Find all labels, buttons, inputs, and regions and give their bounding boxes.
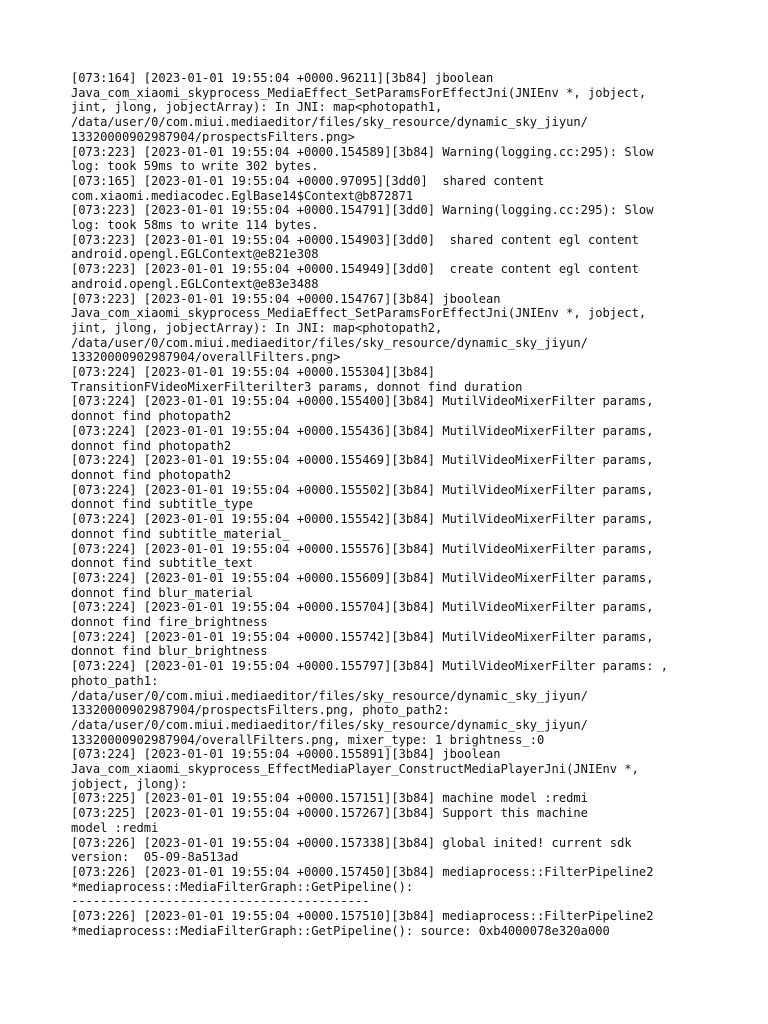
log-entry: [073:224] [2023-01-01 19:55:04 +0000.155400][3b84] MutilVideoMixerFilter params, donnot find photopath2 xyxy=(71,394,654,424)
log-entry: [073:226] [2023-01-01 19:55:04 +0000.157338][3b84] global inited! current sdk version: 05-09-8a513ad xyxy=(71,835,632,865)
log-entry: [073:224] [2023-01-01 19:55:04 +0000.155502][3b84] MutilVideoMixerFilter params, donnot find subtitle_type xyxy=(71,482,654,512)
log-entry: [073:225] [2023-01-01 19:55:04 +0000.157151][3b84] machine model :redmi xyxy=(71,791,588,806)
log-entry: [073:225] [2023-01-01 19:55:04 +0000.157267][3b84] Support this machine model :redmi xyxy=(71,806,588,835)
log-entry: [073:224] [2023-01-01 19:55:04 +0000.155797][3b84] MutilVideoMixerFilter params: , photo_path1: /data/user/0/com.miui.mediaeditor/files/sky_resource/dynamic_sky_jiyun/ 13320000902987904/prospectsFilters.png, photo_path2: /data/user/0/com.miui.mediaeditor/files/sky_resource/dynamic_sky_jiyun/ 13320000902987904/overallFilters.png, mixer_type: 1 brightness_:0 xyxy=(71,659,669,747)
log-entry: [073:224] [2023-01-01 19:55:04 +0000.155704][3b84] MutilVideoMixerFilter params, donnot find fire_brightness xyxy=(71,600,654,630)
log-entry: [073:224] [2023-01-01 19:55:04 +0000.155436][3b84] MutilVideoMixerFilter params, donnot find photopath2 xyxy=(71,423,654,453)
log-entry: [073:226] [2023-01-01 19:55:04 +0000.157450][3b84] mediaprocess::FilterPipeline2 *mediaprocess::MediaFilterGraph::GetPipeline(): ----------------------------------------- xyxy=(71,864,654,909)
log-document xyxy=(71,71,701,938)
log-entry: [073:223] [2023-01-01 19:55:04 +0000.154791][3dd0] Warning(logging.cc:295): Slow log: took 58ms to write 114 bytes. xyxy=(71,203,654,233)
log-entry: [073:223] [2023-01-01 19:55:04 +0000.154767][3b84] jboolean Java_com_xiaomi_skyprocess_MediaEffect_SetParamsForEffectJni(JNIEnv *, jobject, jint, jlong, jobjectArray): In JNI: map<photopath2, /data/user/0/com.miui.mediaeditor/files/sky_resource/dynamic_sky_jiyun/ 13320000902987904/overallFilters.png> xyxy=(71,291,647,365)
log-entry: [073:224] [2023-01-01 19:55:04 +0000.155576][3b84] MutilVideoMixerFilter params, donnot find subtitle_text xyxy=(71,541,654,571)
log-entry: [073:223] [2023-01-01 19:55:04 +0000.154903][3dd0] shared content egl content android.opengl.EGLContext@e821e308 xyxy=(71,232,639,262)
log-entry: [073:224] [2023-01-01 19:55:04 +0000.155542][3b84] MutilVideoMixerFilter params, donnot find subtitle_material_ xyxy=(71,512,654,541)
log-entry: [073:224] [2023-01-01 19:55:04 +0000.155891][3b84] jboolean Java_com_xiaomi_skyprocess_EffectMediaPlayer_ConstructMediaPlayerJni(JNIEnv *, jobject, jlong): xyxy=(71,747,639,791)
log-entry: [073:165] [2023-01-01 19:55:04 +0000.97095][3dd0] shared content com.xiaomi.mediacodec.EglBase14$Context@b872871 xyxy=(71,173,545,203)
log-entry: [073:224] [2023-01-01 19:55:04 +0000.155742][3b84] MutilVideoMixerFilter params, donnot find blur_brightness xyxy=(71,629,654,659)
log-entry: [073:224] [2023-01-01 19:55:04 +0000.155304][3b84] TransitionFVideoMixerFilterilter3 params, donnot find duration xyxy=(71,365,523,394)
log-entry: [073:223] [2023-01-01 19:55:04 +0000.154589][3b84] Warning(logging.cc:295): Slow log: took 59ms to write 302 bytes. xyxy=(71,144,654,174)
log-entry: [073:164] [2023-01-01 19:55:04 +0000.96211][3b84] jboolean Java_com_xiaomi_skyprocess_MediaEffect_SetParamsForEffectJni(JNIEnv *, jobject, jint, jlong, jobjectArray): In JNI: map<photopath1, /data/user/0/com.miui.mediaeditor/files/sky_resource/dynamic_sky_jiyun/ 13320000902987904/prospectsFilters.png> xyxy=(71,71,647,144)
log-entry: [073:223] [2023-01-01 19:55:04 +0000.154949][3dd0] create content egl content android.opengl.EGLContext@e83e3488 xyxy=(71,262,639,291)
log-entry: [073:224] [2023-01-01 19:55:04 +0000.155609][3b84] MutilVideoMixerFilter params, donnot find blur_material xyxy=(71,570,654,600)
log-entry: [073:224] [2023-01-01 19:55:04 +0000.155469][3b84] MutilVideoMixerFilter params, donnot find photopath2 xyxy=(71,453,654,482)
log-entry: [073:226] [2023-01-01 19:55:04 +0000.157510][3b84] mediaprocess::FilterPipeline2 *mediaprocess::MediaFilterGraph::GetPipeline(): source: 0xb4000078e320a000 xyxy=(71,909,654,938)
